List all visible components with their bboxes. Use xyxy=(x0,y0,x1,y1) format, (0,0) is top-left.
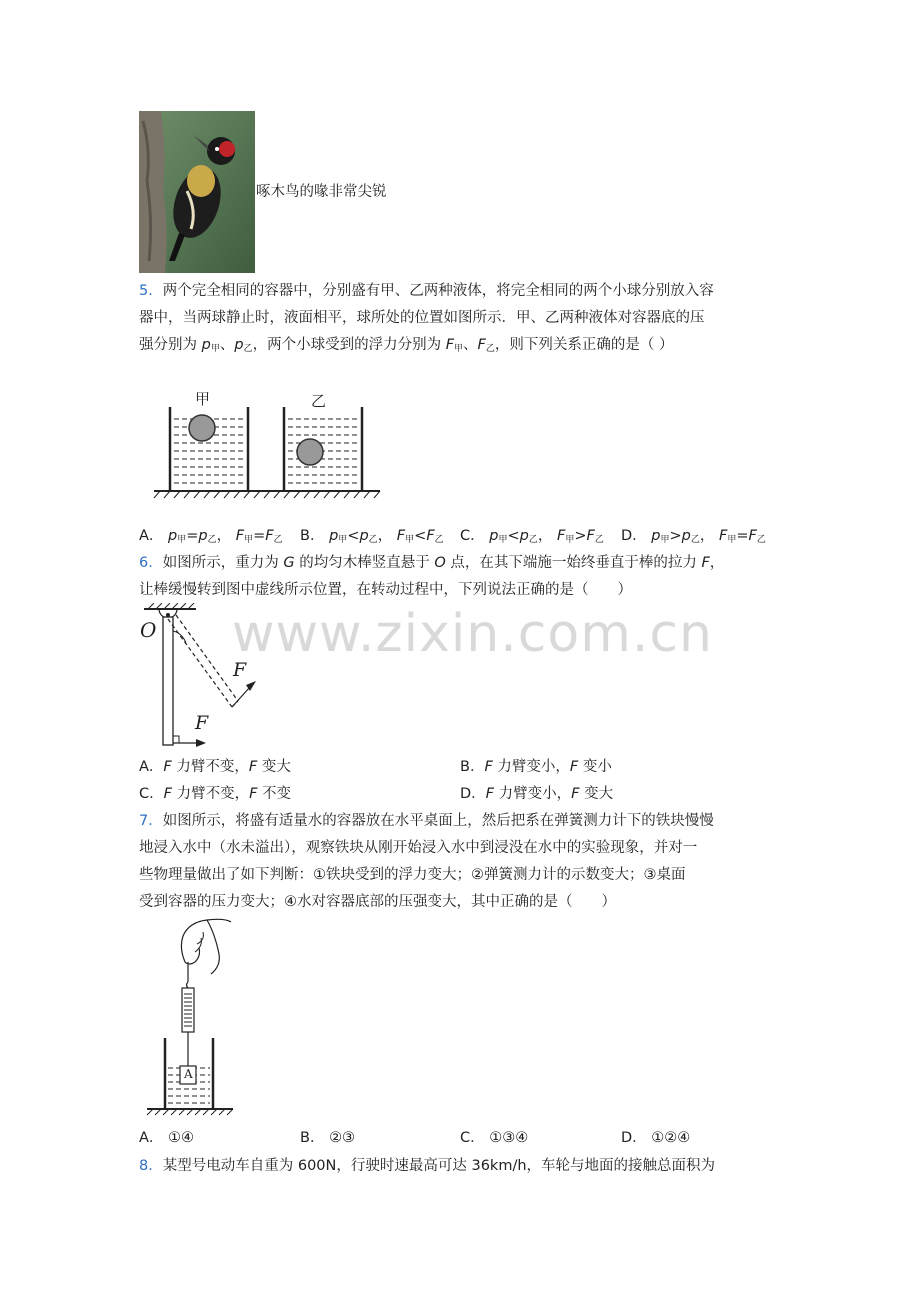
figure-label-block-a: A xyxy=(184,1067,193,1081)
question-5-line-2: 器中，当两球静止时，液面相平，球所处的位置如图所示．甲、乙两种液体对容器底的压 xyxy=(139,310,705,326)
figure-label-o: O xyxy=(140,618,157,642)
container-yi xyxy=(284,407,362,491)
question-7-line-3: 些物理量做出了如下判断：①铁块受到的浮力变大；②弹簧测力计的示数变大；③桌面 xyxy=(139,867,686,883)
question-7-option-d[interactable]: D． ①②④ xyxy=(621,1130,691,1146)
container-jia xyxy=(170,407,248,491)
question-8-line-1: 8．某型号电动车自重为 600N，行驶时速最高可达 36km/h，车轮与地面的接触总面积为 xyxy=(139,1158,716,1174)
question-8-number: 8． xyxy=(139,1158,163,1174)
question-7-number: 7． xyxy=(139,813,163,829)
question-6-line-2: 让棒缓慢转到图中虚线所示位置，在转动过程中，下列说法正确的是（ ） xyxy=(139,582,632,598)
question-7-line-4: 受到容器的压力变大；④水对容器底部的压强变大，其中正确的是（ ） xyxy=(139,894,616,910)
figure-label-jia: 甲 xyxy=(195,390,211,408)
question-7-option-a[interactable]: A． ①④ xyxy=(139,1130,195,1146)
question-7-line-2: 地浸入水中（水未溢出），观察铁块从刚开始浸入水中到浸没在水中的实验现象，并对一 xyxy=(139,840,698,856)
question-6-option-c[interactable]: C．F 力臂不变，F 不变 xyxy=(139,786,292,802)
question-7-option-c[interactable]: C． ①③④ xyxy=(460,1130,529,1146)
figure-label-f-rotated: F xyxy=(233,659,247,681)
question-5-line-3: 强分别为 $p_甲$、$p_乙$，两个小球受到的浮力分别为 $F_甲$、$F_乙$，则下列关系正确的是（ ） xyxy=(139,337,674,354)
question-5-option-a[interactable]: A． $p_甲=p_乙$， $F_甲=F_乙$ xyxy=(139,528,283,545)
question-5-number: 5． xyxy=(139,283,163,299)
question-5-option-d[interactable]: D． $p_甲>p_乙$， $F_甲=F_乙$ xyxy=(621,528,766,545)
question-7-line-1: 7．如图所示，将盛有适量水的容器放在水平桌面上，然后把系在弹簧测力计下的铁块慢慢 xyxy=(139,813,714,829)
question-5-option-b[interactable]: B． $p_甲<p_乙$， $F_甲<F_乙$ xyxy=(300,528,444,545)
question-5-option-c[interactable]: C． $p_甲<p_乙$， $F_甲>F_乙$ xyxy=(460,528,604,545)
question-5-line-1: 5．两个完全相同的容器中，分别盛有甲、乙两种液体，将完全相同的两个小球分别放入容 xyxy=(139,283,714,299)
question-6-option-d[interactable]: D．F 力臂变小，F 变大 xyxy=(460,786,614,802)
question-7-figure xyxy=(145,918,240,1123)
question-7-option-b[interactable]: B． ②③ xyxy=(300,1130,356,1146)
figure-label-f-vertical: F xyxy=(195,712,209,734)
question-6-number: 6． xyxy=(139,555,163,571)
watermark: www.zixin.com.cn xyxy=(232,604,713,664)
figure-label-yi: 乙 xyxy=(311,392,327,410)
question-6-option-a[interactable]: A．F 力臂不变，F 变大 xyxy=(139,759,291,775)
question-6-option-b[interactable]: B．F 力臂变小，F 变小 xyxy=(460,759,612,775)
question-6-line-1: 6．如图所示，重力为 G 的均匀木棒竖直悬于 O 点，在其下端施一始终垂直于棒的拉力 F， xyxy=(139,555,725,571)
photo-caption: 啄木鸟的喙非常尖锐 xyxy=(256,184,387,200)
woodpecker-photo xyxy=(139,111,255,273)
question-5-figure xyxy=(150,385,385,500)
